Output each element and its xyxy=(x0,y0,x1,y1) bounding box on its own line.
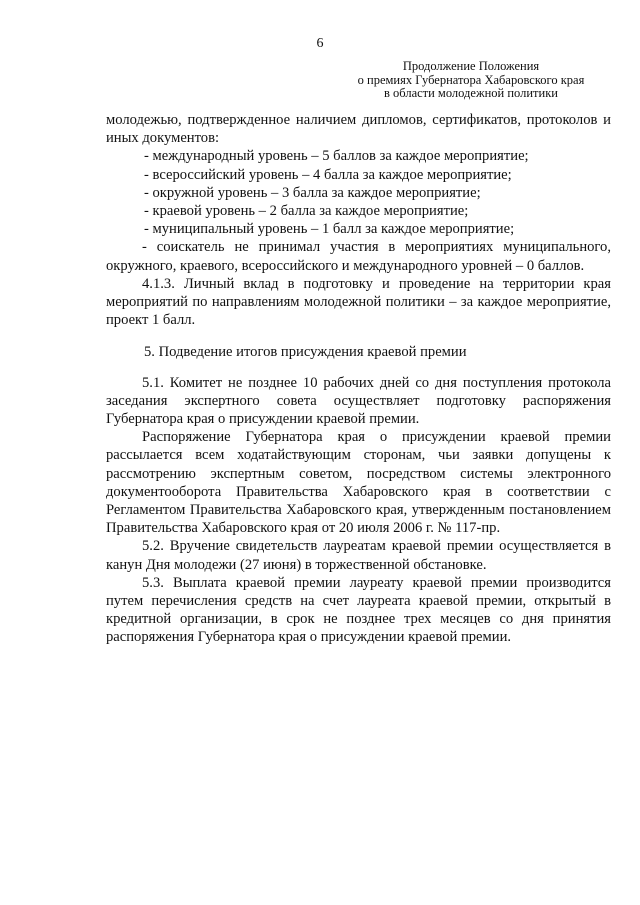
list-item: - окружной уровень – 3 балла за каждое мероприятие; xyxy=(144,184,481,201)
page-number: 6 xyxy=(316,36,324,51)
header-line-1: Продолжение Положения xyxy=(402,59,540,73)
paragraph-5-2: 5.2. Вручение свидетельств лауреатам краевой премии осуществляется в канун Дня молодежи (27 июня) в торжественной обстановке. xyxy=(106,538,611,573)
document-body xyxy=(106,111,611,647)
list-item: - соискатель не принимал участия в мероприятиях муниципального, окружного, краевого, всероссийского и международного уровней – 0 баллов. xyxy=(106,239,611,274)
list-item: - краевой уровень – 2 балла за каждое мероприятие; xyxy=(144,203,469,220)
list-item: - международный уровень – 5 баллов за каждое мероприятие; xyxy=(144,148,529,165)
paragraph-5-1: 5.1. Комитет не позднее 10 рабочих дней со дня поступления протокола заседания экспертного совета осуществляет подготовку распоряжения Губернатора края о присуждении краевой премии. xyxy=(106,374,611,428)
header-note xyxy=(352,60,590,101)
paragraph-4-1-3: 4.1.3. Личный вклад в подготовку и проведение на территории края мероприятий по направлениям молодежной политики – за каждое мероприятие, проект 1 балл. xyxy=(106,275,611,329)
paragraph-5-3: 5.3. Выплата краевой премии лауреату краевой премии производится путем перечисления средств на счет лауреата краевой премии, открытый в кредитной организации, в срок не позднее трех месяцев со дня принятия распоряжения Губернатора края о присуждении краевой премии. xyxy=(106,574,611,646)
header-line-2: о премиях Губернатора Хабаровского края xyxy=(357,72,585,87)
section-5-title: 5. Подведение итогов присуждения краевой премии xyxy=(144,344,467,361)
list-item: - муниципальный уровень – 1 балл за каждое мероприятие; xyxy=(144,221,515,238)
paragraph-5-1-distribution: Распоряжение Губернатора края о присуждении краевой премии рассылается всем ходатайствующим сторонам, чьи заявки допущены к рассмотрению экспертным советом, посредством системы электронного документооборота Правительства Хабаровского края в соответствии с Регламентом Правительства Хабаровского края, утвержденным постановлением Правительства Хабаровского края от 20 июля 2006 г. № 117-пр. xyxy=(106,429,611,537)
paragraph-intro: молодежью, подтвержденное наличием дипломов, сертификатов, протоколов и иных документов: xyxy=(106,112,611,147)
header-line-3: в области молодежной политики xyxy=(384,86,558,100)
list-item: - всероссийский уровень – 4 балла за каждое мероприятие; xyxy=(144,166,512,183)
